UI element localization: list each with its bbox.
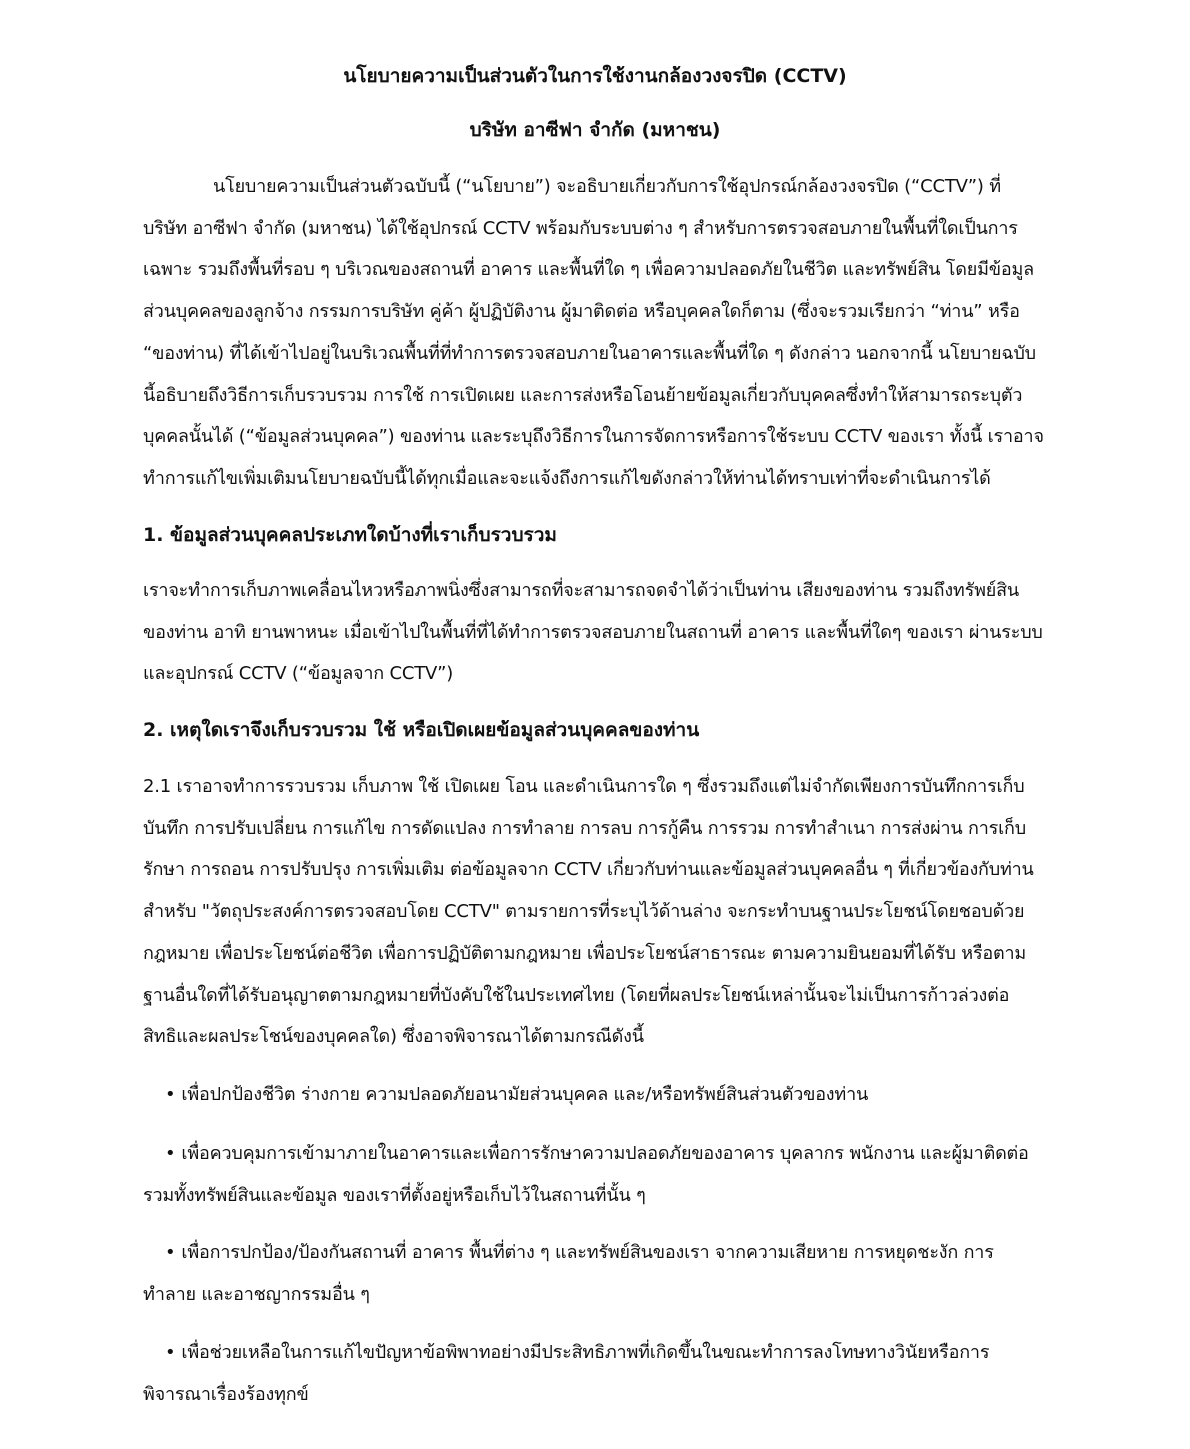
bullet-text: เพื่อช่วยเหลือในการแก้ไขปัญหาข้อพิพาทอย่างมีประสิทธิภาพที่เกิดขึ้นในขณะทำการลงโทษทางวินัยหรือการ xyxy=(181,1342,990,1363)
section-2-line: ฐานอื่นใดที่ได้รับอนุญาตตามกฎหมายที่บังคับใช้ในประเทศไทย (โดยที่ผลประโยชน์เหล่านั้นจะไม่เป็นการก้าวล่วงต่อ xyxy=(143,984,1010,1006)
intro-line: ทำการแก้ไขเพิ่มเติมนโยบายฉบับนี้ได้ทุกเมื่อและจะแจ้งถึงการแก้ไขดังกล่าวให้ท่านได้ทราบเท่าที่จะดำเนินการได้ xyxy=(143,467,991,489)
bullet-item xyxy=(143,1232,1048,1315)
company-name: บริษัท อาซีฟา จำกัด (มหาชน) xyxy=(469,119,721,141)
bullet-dot-icon: • xyxy=(165,1242,176,1263)
bullet-item xyxy=(143,1074,1048,1116)
section-1-line: และอุปกรณ์ CCTV (“ข้อมูลจาก CCTV”) xyxy=(143,663,454,685)
section-1-heading: 1. ข้อมูลส่วนบุคคลประเภทใดบ้างที่เราเก็บรวบรวม xyxy=(143,524,557,546)
bullet-text: รวมทั้งทรัพย์สินและข้อมูล ของเราที่ตั้งอยู่หรือเก็บไว้ในสถานที่นั้น ๆ xyxy=(143,1184,646,1206)
bullet-text: เพื่อควบคุมการเข้ามาภายในอาคารและเพื่อการรักษาความปลอดภัยของอาคาร บุคลากร พนักงาน และผู้มาติดต่อ xyxy=(181,1143,1029,1164)
section-2-line: 2.1 เราอาจทำการรวบรวม เก็บภาพ ใช้ เปิดเผย โอน และดำเนินการใด ๆ ซึ่งรวมถึงแต่ไม่จำกัดเพียงการบันทึกการเก็บ xyxy=(143,776,1025,797)
bullet-dot-icon: • xyxy=(165,1084,176,1105)
intro-line: “ของท่าน) ที่ได้เข้าไปอยู่ในบริเวณพื้นที่ที่ทำการตรวจสอบภายในอาคารและพื้นที่ใด ๆ ดังกล่าว นอกจากนี้ นโยบายฉบับ xyxy=(143,342,1036,364)
intro-line: เฉพาะ รวมถึงพื้นที่รอบ ๆ บริเวณของสถานที่ อาคาร และพื้นที่ใด ๆ เพื่อความปลอดภัยในชีวิต และทรัพย์สิน โดยมีข้อมูล xyxy=(143,259,1034,281)
section-2-line: บันทึก การปรับเปลี่ยน การแก้ไข การดัดแปลง การทำลาย การลบ การกู้คืน การรวม การทำสำเนา การส่งผ่าน การเก็บ xyxy=(143,817,1026,839)
section-2-line: กฎหมาย เพื่อประโยชน์ต่อชีวิต เพื่อการปฏิบัติตามกฎหมาย เพื่อประโยชน์สาธารณะ ตามความยินยอมที่ได้รับ หรือตาม xyxy=(143,942,1027,964)
intro-line: นี้อธิบายถึงวิธีการเก็บรวบรวม การใช้ การเปิดเผย และการส่งหรือโอนย้ายข้อมูลเกี่ยวกับบุคคลซึ่งทำให้สามารถระบุตัว xyxy=(143,384,1023,406)
intro-line: นโยบายความเป็นส่วนตัวฉบับนี้ (“นโยบาย”) จะอธิบายเกี่ยวกับการใช้อุปกรณ์กล้องวงจรปิด (“CCTV”) ที่ xyxy=(213,176,1001,197)
bullet-item xyxy=(143,1133,1048,1216)
section-2-1-paragraph xyxy=(143,766,1048,1058)
section-1-line: ของท่าน อาทิ ยานพาหนะ เมื่อเข้าไปในพื้นที่ที่ได้ทำการตรวจสอบภายในสถานที่ อาคาร และพื้นที่ใดๆ ของเรา ผ่านระบบ xyxy=(143,621,1043,643)
intro-paragraph xyxy=(143,166,1048,500)
intro-line: บุคคลนั้นได้ (“ข้อมูลส่วนบุคคล”) ของท่าน และระบุถึงวิธีการในการจัดการหรือการใช้ระบบ CCTV ของเรา ทั้งนี้ เราอาจ xyxy=(143,426,1044,448)
bullet-text: ทำลาย และอาชญากรรมอื่น ๆ xyxy=(143,1283,370,1305)
bullet-dot-icon: • xyxy=(165,1342,176,1363)
intro-line: ส่วนบุคคลของลูกจ้าง กรรมการบริษัท คู่ค้า ผู้ปฏิบัติงาน ผู้มาติดต่อ หรือบุคคลใดก็ตาม (ซึ่งจะรวมเรียกว่า “ท่าน” หรือ xyxy=(143,301,1020,323)
section-2-line: สิทธิและผลประโชน์ของบุคคลใด) ซึ่งอาจพิจารณาได้ตามกรณีดังนี้ xyxy=(143,1026,644,1048)
section-1-line: เราจะทำการเก็บภาพเคลื่อนไหวหรือภาพนิ่งซึ่งสามารถที่จะสามารถจดจำได้ว่าเป็นท่าน เสียงของท่าน รวมถึงทรัพย์สิน xyxy=(143,580,1019,601)
bullet-text: เพื่อการปกป้อง/ป้องกันสถานที่ อาคาร พื้นที่ต่าง ๆ และทรัพย์สินของเรา จากความเสียหาย การหยุดชะงัก การ xyxy=(181,1242,994,1263)
bullet-item xyxy=(143,1332,1048,1415)
section-2-heading: 2. เหตุใดเราจึงเก็บรวบรวม ใช้ หรือเปิดเผยข้อมูลส่วนบุคคลของท่าน xyxy=(143,719,700,741)
document-title: นโยบายความเป็นส่วนตัวในการใช้งานกล้องวงจรปิด (CCTV) xyxy=(343,65,847,87)
section-2-line: สำหรับ "วัตถุประสงค์การตรวจสอบโดย CCTV" ตามรายการที่ระบุไว้ด้านล่าง จะกระทำบนฐานประโยชน์โดยชอบด้วย xyxy=(143,901,1025,923)
section-1-paragraph xyxy=(143,570,1048,695)
intro-line: บริษัท อาซีฟา จำกัด (มหาชน) ได้ใช้อุปกรณ์ CCTV พร้อมกับระบบต่าง ๆ สำหรับการตรวจสอบภายในพื้นที่ใดเป็นการ xyxy=(143,217,1018,239)
section-2-line: รักษา การถอน การปรับปรุง การเพิ่มเติม ต่อข้อมูลจาก CCTV เกี่ยวกับท่านและข้อมูลส่วนบุคคลอื่น ๆ ที่เกี่ยวข้องกับท่าน xyxy=(143,859,1034,881)
bullet-dot-icon: • xyxy=(165,1143,176,1164)
bullet-text: พิจารณาเรื่องร้องทุกข์ xyxy=(143,1383,309,1405)
bullet-text: เพื่อปกป้องชีวิต ร่างกาย ความปลอดภัยอนามัยส่วนบุคคล และ/หรือทรัพย์สินส่วนตัวของท่าน xyxy=(181,1084,869,1105)
